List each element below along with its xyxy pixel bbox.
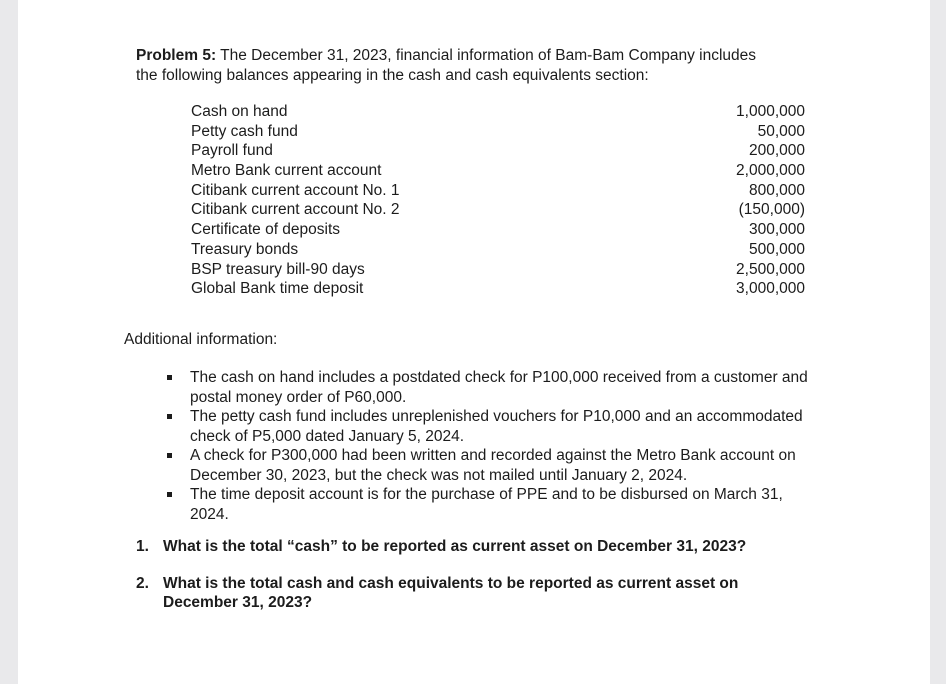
balance-label: Citibank current account No. 2 (191, 201, 400, 219)
list-item-text: The petty cash fund includes unreplenished vouchers for P10,000 and an accommodated check of P5,000 dated January 5, 2024. (190, 408, 803, 445)
additional-info-heading: Additional information: (124, 331, 278, 348)
question-text: What is the total “cash” to be reported as current asset on December 31, 2023? (163, 538, 747, 555)
list-item-text: The time deposit account is for the purchase of PPE and to be disbursed on March 31, 2024. (190, 486, 783, 523)
balance-amount: 500,000 (748, 240, 805, 258)
balance-label: BSP treasury bill-90 days (191, 260, 365, 278)
balance-list (191, 102, 805, 299)
balance-row (191, 141, 805, 161)
problem-intro-text: The December 31, 2023, financial information of Bam-Bam Company includes the following balances appearing in the cash and cash equivalents section: (136, 47, 757, 84)
list-item-text: A check for P300,000 had been written and recorded against the Metro Bank account on December 30, 2023, but the check was not mailed until January 2, 2024. (190, 447, 796, 484)
balance-label: Metro Bank current account (191, 162, 382, 180)
balance-label: Global Bank time deposit (191, 280, 364, 298)
list-item (162, 446, 822, 485)
balance-amount: 50,000 (757, 122, 805, 140)
additional-info-list (162, 368, 822, 524)
question-item (136, 537, 816, 557)
balance-row (191, 220, 805, 240)
list-item (162, 368, 822, 407)
balance-label: Petty cash fund (191, 122, 298, 140)
square-bullet-icon (167, 414, 172, 419)
balance-row (191, 102, 805, 122)
balance-row (191, 279, 805, 299)
question-number: 2. (136, 574, 149, 592)
question-list (136, 537, 816, 630)
question-item (136, 574, 816, 613)
balance-label: Citibank current account No. 1 (191, 181, 400, 199)
balance-label: Payroll fund (191, 142, 273, 160)
balance-amount: 200,000 (748, 142, 805, 160)
document-page (18, 0, 930, 684)
balance-amount: 800,000 (748, 181, 805, 199)
question-text: What is the total cash and cash equivalents to be reported as current asset on December 31, 2023? (163, 574, 739, 611)
list-item (162, 485, 822, 524)
balance-row (191, 200, 805, 220)
balance-label: Treasury bonds (191, 240, 299, 258)
balance-amount: 3,000,000 (736, 280, 805, 298)
balance-label: Cash on hand (191, 103, 288, 120)
square-bullet-icon (167, 375, 172, 380)
balance-label: Certificate of deposits (191, 221, 341, 239)
balance-row (191, 240, 805, 260)
balance-row (191, 122, 805, 142)
balance-amount: 2,500,000 (736, 260, 805, 278)
balance-amount: (150,000) (738, 201, 805, 219)
list-item (162, 407, 822, 446)
balance-row (191, 260, 805, 280)
problem-intro (136, 46, 776, 86)
balance-amount: 300,000 (748, 221, 805, 239)
square-bullet-icon (167, 453, 172, 458)
problem-heading: Problem 5: (136, 47, 217, 64)
balance-row (191, 161, 805, 181)
square-bullet-icon (167, 492, 172, 497)
list-item-text: The cash on hand includes a postdated check for P100,000 received from a customer and postal money order of P60,000. (190, 369, 808, 406)
balance-amount: 1,000,000 (736, 103, 805, 120)
balance-row (191, 181, 805, 201)
question-number: 1. (136, 538, 149, 555)
balance-amount: 2,000,000 (736, 162, 805, 180)
